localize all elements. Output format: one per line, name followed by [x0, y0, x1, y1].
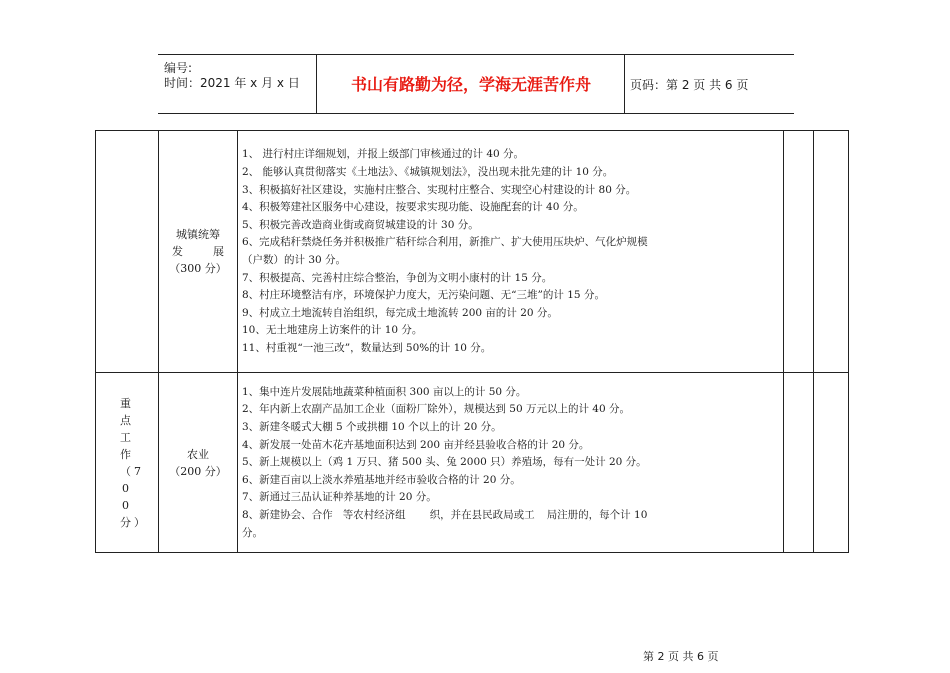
criteria-item: 7、新通过三品认证种养基地的计 20 分。 [242, 491, 437, 504]
item8-part: 局注册的，每个计 10 [546, 508, 648, 521]
criteria-item: 1、 进行村庄详细规划，并报上级部门审核通过的计 40 分。 [242, 148, 525, 161]
subcategory-name: 城镇统筹 [176, 228, 220, 241]
score-cell-empty [784, 373, 814, 553]
scoring-table [95, 130, 849, 553]
header-divider-right [624, 55, 625, 113]
subcategory-cell [159, 373, 238, 553]
item8-part: 等农村经济组 [342, 508, 406, 521]
criteria-item: 5、新上规模以上（鸡 1 万只、猪 500 头、兔 2000 只）养殖场，每有一处计 20 分。 [242, 456, 647, 469]
criteria-item-8 [242, 507, 779, 525]
criteria-item: 3、新建冬暖式大棚 5 个或拱棚 10 个以上的计 20 分。 [242, 421, 502, 434]
item8-part: 织，并在县民政局或工 [429, 508, 535, 521]
criteria-cell [238, 373, 784, 553]
criteria-item: 4、新发展一处苗木花卉基地面积达到 200 亩并经县验收合格的计 20 分。 [242, 438, 590, 451]
time-label: 时间：2021 年 x 月 x 日 [164, 76, 300, 90]
criteria-item: 7、积极提高、完善村庄综合整治，争创为文明小康村的计 15 分。 [242, 271, 553, 284]
item8-part: 8、新建协会、合作 [242, 508, 333, 521]
subcategory-cell [159, 131, 238, 373]
motto: 书山有路勤为径，学海无涯苦作舟 [350, 75, 591, 94]
header-divider-left [316, 55, 317, 113]
subcategory-name: 农业 [187, 447, 209, 461]
table-row [96, 131, 849, 373]
criteria-item: 8、村庄环境整洁有序，环境保护力度大，无污染问题、无“三堆”的计 15 分。 [242, 289, 605, 302]
subcategory-char-fa: 发 [172, 245, 183, 258]
criteria-item-8-cont: 分。 [242, 526, 263, 539]
criteria-item: 2、 能够认真贯彻落实《土地法》、《城镇规划法》，没出现未批先建的计 10 分。 [242, 166, 614, 179]
subcategory-name-line2 [159, 243, 237, 260]
page-code: 页码：第 2 页 共 6 页 [630, 78, 749, 92]
criteria-item: 10、无土地建房上访案件的计 10 分。 [242, 324, 423, 337]
criteria-item: 2、年内新上农副产品加工企业（面粉厂除外），规模达到 50 万元以上的计 40 分。 [242, 403, 631, 416]
criteria-item: （户数）的计 30 分。 [242, 254, 347, 266]
criteria-cell [238, 131, 784, 373]
criteria-item: 4、积极筹建社区服务中心建设，按要求实现功能、设施配套的计 40 分。 [242, 201, 584, 214]
document-header [158, 54, 794, 114]
subcategory-points: （200 分） [169, 464, 227, 478]
number-label: 编号: [164, 61, 193, 75]
criteria-item: 11、村重视“一池三改”，数量达到 50%的计 10 分。 [242, 341, 492, 354]
criteria-item: 6、完成秸秆禁烧任务并积极推广秸秆综合利用，新推广、扩大使用压块炉、气化炉规模 [242, 236, 648, 249]
remark-cell-empty [814, 373, 849, 553]
category-cell [96, 373, 159, 553]
remark-cell-empty [814, 131, 849, 373]
criteria-item: 6、新建百亩以上淡水养殖基地并经市验收合格的计 20 分。 [242, 473, 521, 486]
table-row [96, 373, 849, 553]
category-label: 重点工作（700分） [120, 396, 148, 529]
criteria-item: 3、积极搞好社区建设，实施村庄整合、实现村庄整合、实现空心村建设的计 80 分。 [242, 183, 637, 196]
criteria-item: 9、村成立土地流转自治组织，每完成土地流转 200 亩的计 20 分。 [242, 306, 558, 319]
category-cell-empty [96, 131, 159, 373]
score-cell-empty [784, 131, 814, 373]
criteria-item: 1、集中连片发展陆地蔬菜种植面积 300 亩以上的计 50 分。 [242, 385, 527, 398]
subcategory-char-zhan: 展 [213, 245, 224, 258]
page-footer: 第 2 页 共 6 页 [643, 650, 719, 663]
subcategory-points: （300 分） [169, 262, 227, 275]
criteria-item: 5、积极完善改造商业街或商贸城建设的计 30 分。 [242, 218, 479, 231]
